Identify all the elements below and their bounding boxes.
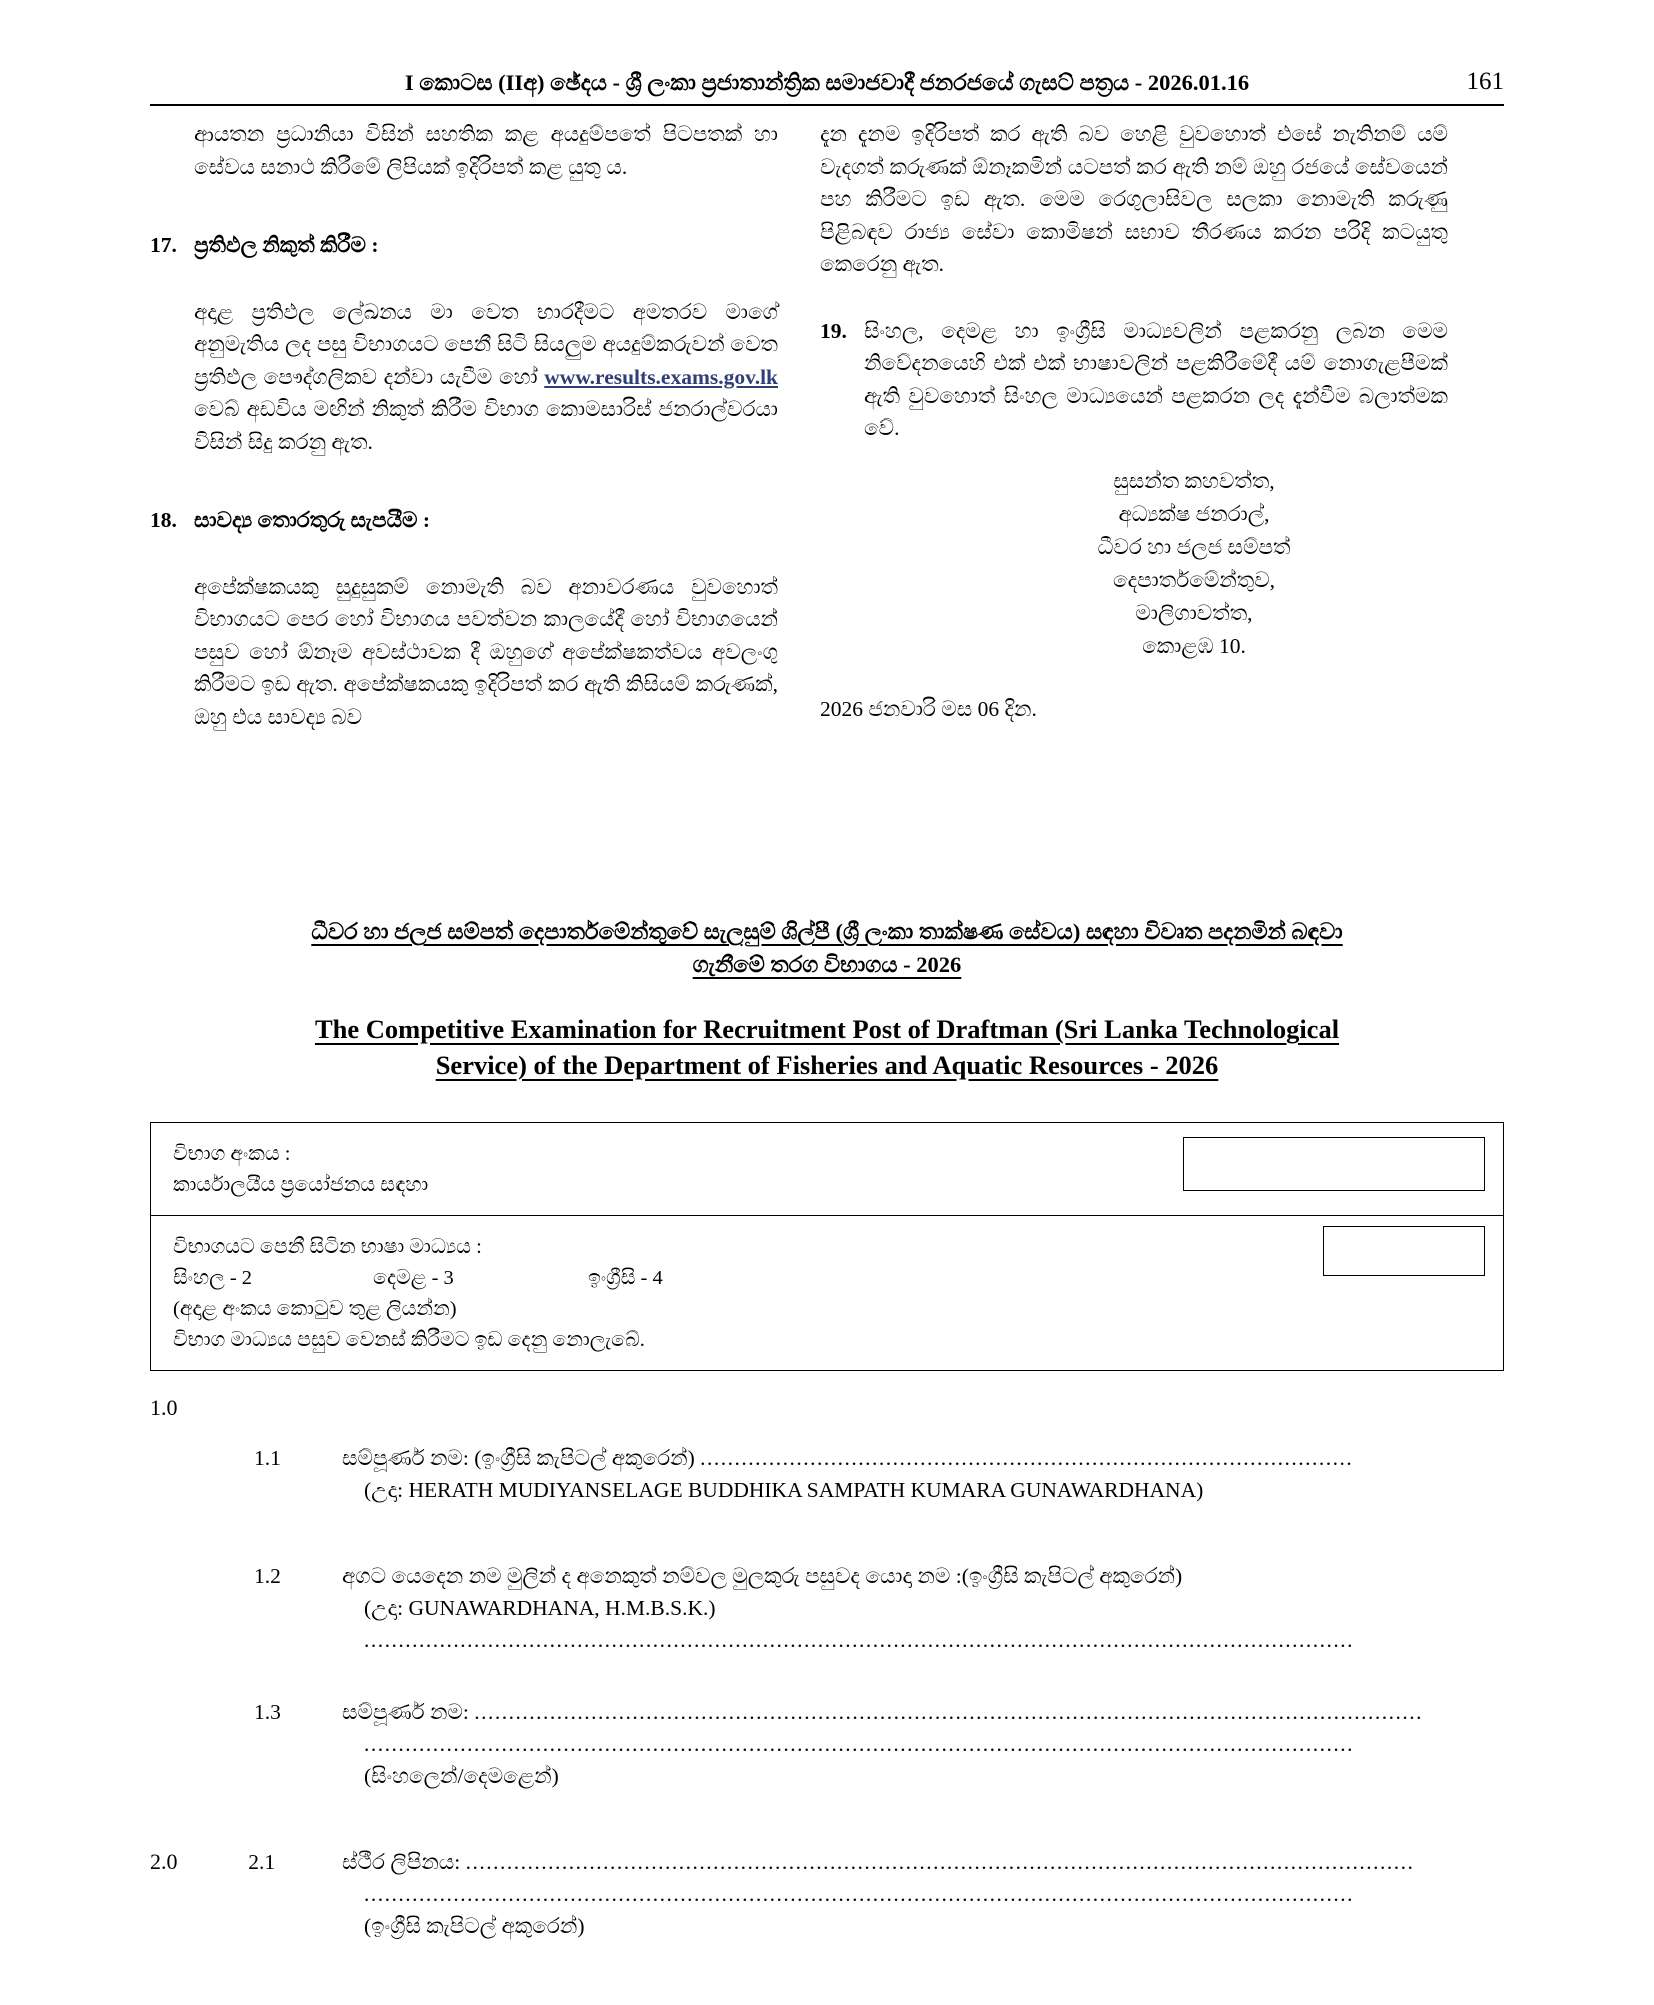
signatory-address-line1: මාලිගාවත්ත, [1135, 600, 1253, 625]
spacer [150, 1656, 1504, 1696]
field-2-1-note: (ඉංග්‍රීසි කැපිටල් අකුරෙන්) [364, 1914, 585, 1938]
signatory-department-line1: ධීවර හා ජලජ සම්පත් [1097, 534, 1291, 559]
signatory-name: සුසන්ත කහවත්ත, [1113, 468, 1275, 493]
exam-number-row [151, 1123, 1503, 1216]
field-1-3-number: 1.3 [254, 1700, 281, 1724]
field-2-1 [150, 1846, 1504, 1942]
medium-note-2: විභාග මාධ්‍යය පසුව වෙනස් කිරීමට ඉඩ දෙනු නොලැබේ. [173, 1329, 645, 1351]
field-2-1-number: 2.1 [248, 1850, 276, 1874]
item-18-heading-row [150, 504, 778, 537]
field-1-1-line [342, 1442, 1504, 1474]
right-column [820, 118, 1448, 733]
field-1-1-dots[interactable]: ............................................................................................... [700, 1446, 1354, 1470]
continued-paragraph-left: ආයතන ප්‍රධානියා විසින් සහතික කළ අයදුම්පතේ පිටපතක් හා සේවය සනාථ කිරීමේ ලිපියක් ඉදිරිපත් කළ යුතු ය. [194, 122, 778, 179]
exam-title-english-line1: The Competitive Examination for Recruitment Post of Draftman (Sri Lanka Technological [314, 1014, 1340, 1044]
signature-block [820, 465, 1448, 663]
section-2-number: 2.0 [150, 1849, 178, 1874]
exam-title-english-line2: Service) of the Department of Fisheries and Aquatic Resources - 2026 [435, 1050, 1219, 1080]
field-1-1-label: සම්පූර්ණ නම: (ඉංග්‍රීසි කැපිටල් අකුරෙන්) [342, 1446, 695, 1470]
item-17-body-before-link: අදාළ ප්‍රතිඵල ලේඛනය මා වෙත භාරදීමට අමතරව මාගේ අනුමැතිය ලද පසු විභාගයට පෙනී සිටි සියලුම අයදුම්කරුවන් වෙත ප්‍රතිඵල පෞද්ගලිකව දන්වා යැවීම හෝ [194, 299, 778, 389]
item-17-heading: ප්‍රතිඵල නිකුත් කිරීම : [194, 233, 379, 257]
item-17-body [194, 296, 778, 459]
section-1-number: 1.0 [150, 1395, 178, 1420]
field-1-1 [150, 1442, 1504, 1506]
results-website-link[interactable]: www.results.exams.gov.lk [544, 364, 778, 389]
exam-number-input[interactable] [1183, 1137, 1485, 1191]
signatory-designation: අධ්‍යක්ෂ ජනරාල්, [1118, 501, 1270, 526]
exam-number-label: විභාග අංකය : [173, 1143, 291, 1165]
item-17-heading-row [150, 229, 778, 262]
field-1-1-number: 1.1 [254, 1446, 281, 1470]
field-1-2 [150, 1560, 1504, 1656]
item-19-number: 19. [820, 318, 847, 343]
page-number: 161 [1466, 68, 1504, 95]
field-2-1-label: ස්ථීර ලිපිනය: [342, 1850, 461, 1874]
field-1-2-dots[interactable]: ................................................................................................................................................ [364, 1628, 1354, 1652]
exam-title-sinhala [150, 915, 1504, 981]
field-1-3 [150, 1696, 1504, 1792]
medium-option-english: ඉංග්‍රීසි - 4 [588, 1267, 663, 1289]
spacer [150, 458, 778, 504]
medium-row [151, 1216, 1503, 1370]
body-columns [150, 118, 1504, 733]
medium-label: විභාගයට පෙනී සිටින භාෂා මාධ්‍යය : [173, 1236, 482, 1258]
continued-paragraph-right: දැන දැනම ඉදිරිපත් කර ඇති බව හෙළි වුවහොත් එසේ නැතිනම් යම් වැදගත් කරුණක් ඕනෑකමින් යටපත් කර ඇති නම් ඔහු රජයේ සේවයෙන් පහ කිරීමට ඉඩ ඇත. මෙම රෙගුලාසිවල සලකා නොමැති කරුණු පිළිබඳව රාජ්‍ය සේවා කොමිෂන් සභාව තීරණය කරන පරිදි කටයුතු කෙරෙනු ඇත. [820, 122, 1448, 276]
office-use-label: කාර්යාලයීය ප්‍රයෝජනය සඳහා [173, 1174, 429, 1196]
medium-note-1: (අදාළ අංකය කොටුව තුළ ලියන්න) [173, 1298, 457, 1320]
medium-options [173, 1263, 1481, 1294]
field-1-2-number: 1.2 [254, 1564, 281, 1588]
item-18-heading: සාවද්‍ය තොරතුරු සැපයීම : [194, 508, 431, 532]
field-1-3-body [342, 1696, 1504, 1792]
signatory-address-line2: කොළඹ 10. [1142, 633, 1246, 658]
field-1-2-label: අගට යෙදෙන නම මුලින් ද අනෙකුත් නම්වල මුලකුරු පසුවද යොදා නම :(ඉංග්‍රීසි කැපිටල් අකුරෙන්) [342, 1564, 1183, 1588]
exam-title-sinhala-line1: ධීවර හා ජලජ සම්පත් දෙපාර්තමේන්තුවේ සැලසුම් ශිල්පී (ශ්‍රී ලංකා තාක්ෂණ සේවය) සඳහා විවෘත පදනමින් බඳවා [311, 919, 1343, 944]
exam-title-sinhala-line2: ගැනීමේ තරග විභාගය - 2026 [692, 952, 962, 977]
spacer [150, 1792, 1504, 1846]
header-rule [150, 104, 1504, 106]
field-1-1-body [342, 1442, 1504, 1506]
field-2-1-dots-1[interactable]: .......................................................................................................................................... [465, 1850, 1415, 1874]
medium-option-sinhala: සිංහල - 2 [173, 1267, 253, 1289]
spacer [150, 537, 778, 571]
item-19-body: සිංහල, දෙමළ හා ඉංග්‍රීසි මාධ්‍යවලින් පළකරනු ලබන මෙම නිවේදනයෙහි එක් එක් භාෂාවලින් පළකිරීමේදී යම් නොගැළපීමක් ඇති වුවහොත් සිංහල මාධ්‍යයෙන් පළකරන ලද දැන්වීම බලාත්මක වේ. [864, 318, 1448, 440]
field-1-2-body [342, 1560, 1504, 1656]
item-19-row [820, 315, 1448, 445]
field-1-2-example: (උදා: GUNAWARDHANA, H.M.B.S.K.) [364, 1596, 716, 1620]
page-header [150, 70, 1504, 96]
field-1-3-label: සම්පූර්ණ නම: [342, 1700, 469, 1724]
left-column [150, 118, 778, 733]
field-1-3-dots-2[interactable]: ................................................................................................................................................ [364, 1732, 1354, 1756]
field-1-1-example: (උදා: HERATH MUDIYANSELAGE BUDDHIKA SAMPATH KUMARA GUNAWARDHANA) [364, 1478, 1204, 1502]
spacer [150, 1506, 1504, 1560]
header-title: I කොටස (IIඅ) ඡේදය - ශ්‍රී ලංකා ප්‍රජාතාන්ත්‍රික සමාජවාදී ජනරජයේ ගැසට් පත්‍රය - 2026.01.16 [404, 70, 1250, 95]
application-form-box [150, 1122, 1504, 1371]
medium-code-input[interactable] [1323, 1226, 1485, 1276]
field-1-3-note: (සිංහලෙන්/දෙමළෙන්) [364, 1764, 559, 1788]
spacer [150, 262, 778, 296]
item-18-body: අපේක්ෂකයකු සුදුසුකම් නොමැති බව අනාවරණය වුවහොත් විභාගයට පෙර හෝ විභාගය පවත්වන කාලයේදී හෝ විභාගයෙන් පසුව හෝ ඕනෑම අවස්ථාවක දී ඔහුගේ අපේක්ෂකත්වය අවලංගු කිරීමට ඉඩ ඇත. අපේක්ෂකයකු ඉදිරිපත් කර ඇති කිසියම් කරුණක්, ඔහු එය සාවද්‍ය බව [194, 574, 778, 729]
field-2-1-dots-2[interactable]: ................................................................................................................................................ [364, 1882, 1354, 1906]
spacer [150, 183, 778, 229]
notice-date: 2026 ජනවාරි මස 06 දින. [820, 696, 1037, 721]
item-18-number: 18. [150, 508, 177, 532]
spacer [820, 281, 1448, 315]
item-17-number: 17. [150, 233, 177, 257]
form-fields [150, 1392, 1504, 1942]
exam-titles [150, 915, 1504, 1083]
field-2-1-line [342, 1846, 1504, 1878]
field-2-1-body [342, 1846, 1504, 1942]
exam-title-english [150, 1011, 1504, 1083]
item-17-body-after-link: වෙබ් අඩවිය මඟින් නිකුත් කිරීම විභාග කොමසාරිස් ජනරාල්වරයා විසින් සිදු කරනු ඇත. [194, 397, 778, 454]
field-1-3-dots-1[interactable]: .......................................................................................................................................... [474, 1700, 1423, 1724]
field-1-3-line [342, 1696, 1504, 1728]
medium-option-tamil: දෙමළ - 3 [373, 1267, 454, 1289]
spacer [150, 1424, 1504, 1442]
signatory-department-line2: දෙපාර්තමේන්තුව, [1112, 567, 1276, 592]
field-2-1-number-group [150, 1846, 342, 1878]
